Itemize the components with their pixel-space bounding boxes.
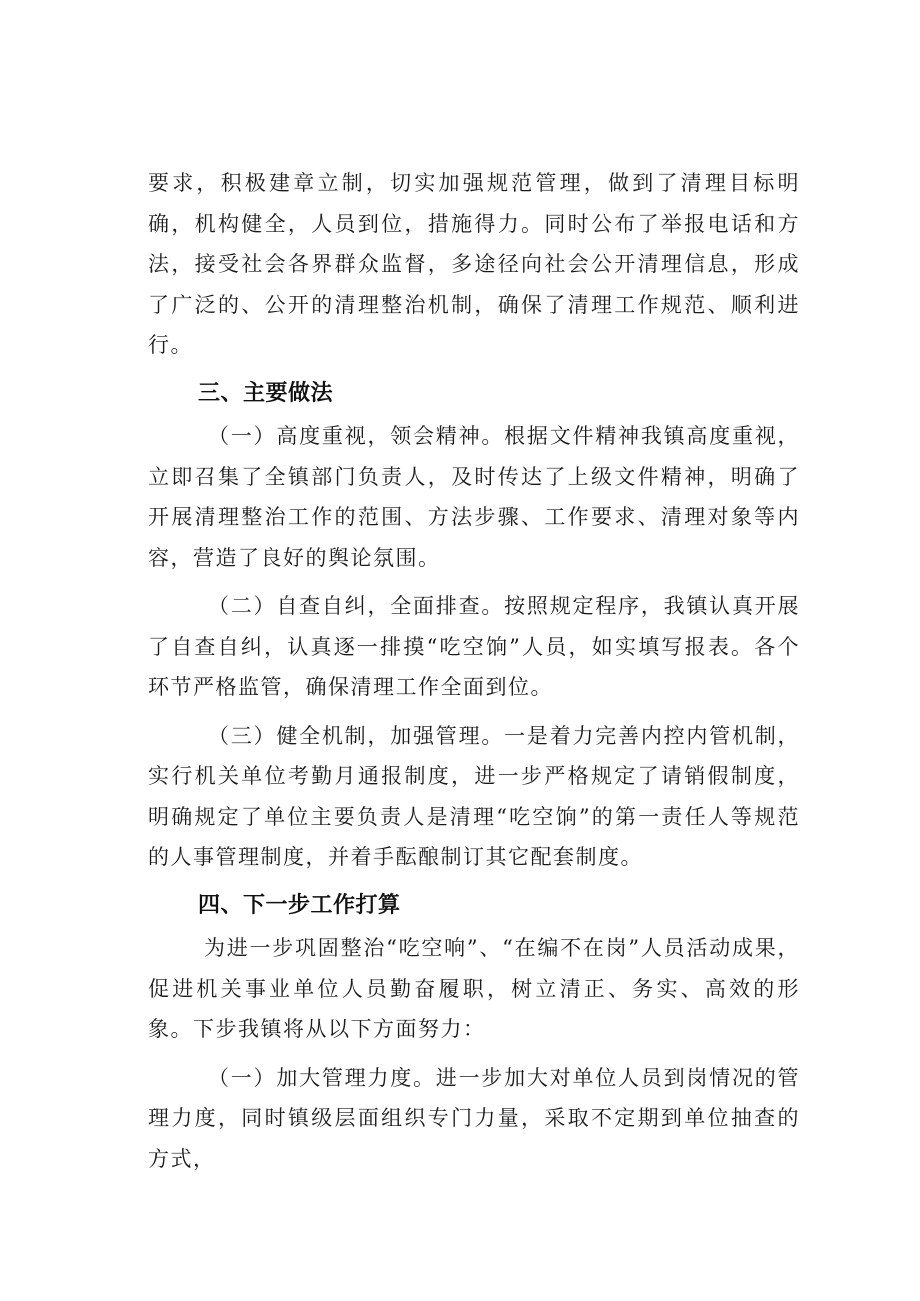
paragraph-self-inspection: （二）自查自纠，全面排查。按照规定程序，我镇认真开展了自查自纠，认真逐一排摸“吃空饷”人员，如实填写报表。各个环节严格监管，确保清理工作全面到位。 xyxy=(148,594,800,699)
section-heading-next-steps: 四、下一步工作打算 xyxy=(198,892,401,918)
paragraph-high-attention: （一）高度重视，领会精神。根据文件精神我镇高度重视，立即召集了全镇部门负责人，及时传达了上级文件精神，明确了开展清理整治工作的范围、方法步骤、工作要求、清理对象等内容，营造了良好的舆论氛围。 xyxy=(148,424,800,570)
paragraph-sound-mechanism: （三）健全机制，加强管理。一是着力完善内控内管机制，实行机关单位考勤月通报制度，进一步严格规定了请销假制度，明确规定了单位主要负责人是清理“吃空饷”的第一责任人等规范的人事管理制度，并着手酝酿制订其它配套制度。 xyxy=(148,723,800,869)
section-heading-main-practices: 三、主要做法 xyxy=(198,380,334,406)
paragraph-intro: 要求，积极建章立制，切实加强规范管理，做到了清理目标明确，机构健全，人员到位，措施得力。同时公布了举报电话和方法，接受社会各界群众监督，多途径向社会公开清理信息，形成了广泛的、公开的清理整治机制，确保了清理工作规范、顺利进行。 xyxy=(148,171,800,357)
paragraph-next-steps-intro: 为进一步巩固整治“吃空响”、“在编不在岗”人员活动成果，促进机关事业单位人员勤奋履职，树立清正、务实、高效的形象。下步我镇将从以下方面努力： xyxy=(148,936,800,1041)
document-body xyxy=(148,163,800,1179)
paragraph-strengthen-management: （一）加大管理力度。进一步加大对单位人员到岗情况的管理力度，同时镇级层面组织专门力量，采取不定期到单位抽查的方式， xyxy=(148,1065,800,1171)
